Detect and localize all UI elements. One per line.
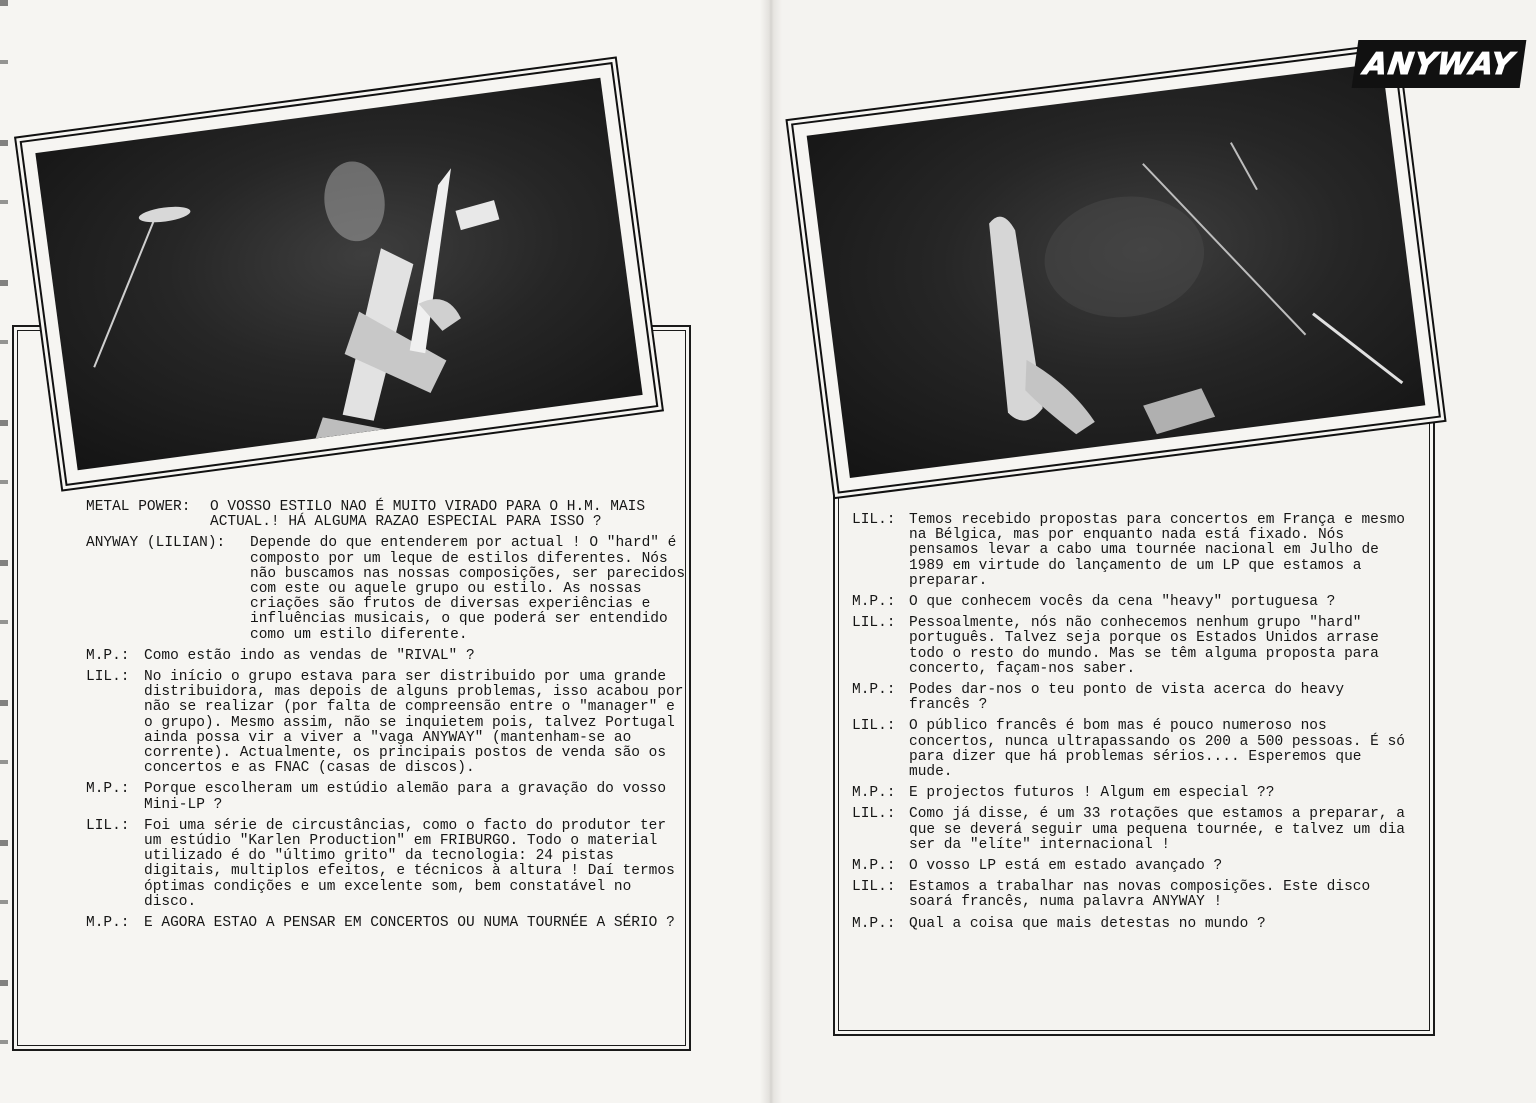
interview-text: Porque escolheram um estúdio alemão para a gravação do vosso Mini-LP ? xyxy=(144,781,667,813)
interview-text: Como estão indo as vendas de "RIVAL" ? xyxy=(144,647,475,664)
interview-text: O que conhecem vocês da cena "heavy" portuguesa ? xyxy=(909,594,1336,611)
speaker-label: M.P.: xyxy=(852,858,896,875)
speaker-label: M.P.: xyxy=(852,594,896,611)
interview-entry xyxy=(852,595,1412,610)
interview-entry xyxy=(852,917,1412,932)
anyway-logo xyxy=(1352,40,1527,88)
interview-text: Estamos a trabalhar nas novas composições. Este disco soará francês, numa palavra ANYWAY ! xyxy=(909,879,1371,911)
interview-entry xyxy=(852,513,1412,589)
interview-entry xyxy=(86,916,686,931)
speaker-label: M.P.: xyxy=(86,915,130,932)
interview-entry xyxy=(852,807,1412,853)
speaker-label: LIL.: xyxy=(86,817,130,834)
speaker-label: LIL.: xyxy=(852,806,896,823)
interview-text: O público francês é bom mas é pouco numeroso nos concertos, nunca ultrapassando os 200 a 500 pessoas. É só para dizer que há problemas sérios.... Esperemos que mude. xyxy=(909,718,1405,781)
interview-entry xyxy=(86,649,686,664)
interview-text: Foi uma série de circustâncias, como o facto do produtor ter um estúdio "Karlen Production" em FRIBURGO. Todo o material utilizado é do "último grito" da tecnologia: 24 pistas digitais, multiplos efeitos, e técnicos à altura ! Daí termos óptimas condições e um excelente som, bem constatável no disco. xyxy=(144,817,675,910)
interview-entry xyxy=(852,880,1412,910)
right-photo-frame xyxy=(791,47,1441,493)
speaker-label: M.P.: xyxy=(86,647,130,664)
right-interview xyxy=(852,513,1412,938)
interview-entry xyxy=(86,782,686,812)
interview-entry xyxy=(852,786,1412,801)
interview-entry xyxy=(852,719,1412,780)
speaker-label: LIL.: xyxy=(852,512,896,528)
interview-text: E projectos futuros ! Algum em especial ?? xyxy=(909,785,1275,802)
interview-entry xyxy=(86,819,686,910)
interview-entry xyxy=(852,616,1412,677)
interview-text: O vosso LP está em estado avançado ? xyxy=(909,858,1223,875)
interview-text: Qual a coisa que mais detestas no mundo ? xyxy=(909,915,1266,932)
speaker-label: ANYWAY (LILIAN): xyxy=(86,535,226,552)
speaker-label: LIL.: xyxy=(852,879,896,896)
speaker-label: M.P.: xyxy=(852,682,896,699)
interview-text: E AGORA ESTAO A PENSAR EM CONCERTOS OU NUMA TOURNÉE A SÉRIO ? xyxy=(144,915,675,932)
interview-text: Pessoalmente, nós não conhecemos nenhum grupo "hard" português. Talvez seja porque os Estados Unidos arrase todo o resto do mundo. Mas se têm alguma proposta para concerto, façam-nos saber. xyxy=(909,615,1379,677)
interview-text: No início o grupo estava para ser distribuido por uma grande distribuidora, mas depois de alguns problemas, isso acabou por não se realizar (por falta de compreensão entre o "manager" e o grupo). Mesmo assim, não se inquietem pois, talvez Portugal ainda possa vir a viver a "vaga ANYWAY" (mantenham-se ao corrente). Actualmente, os principais postos de venda são os concertos e as FNAC (casas de discos). xyxy=(144,669,684,777)
speaker-label: M.P.: xyxy=(86,781,130,798)
interview-text: Temos recebido propostas para concertos em França e mesmo na Bélgica, mas por enquanto nada está fixado. Nós pensamos levar a cabo uma tournée nacional em Julho de 1989 em virtude do lançamento de um LP que estamos a preparar. xyxy=(909,512,1405,589)
interview-text: Podes dar-nos o teu ponto de vista acerca do heavy francês ? xyxy=(909,682,1345,714)
interview-entry xyxy=(86,500,686,530)
speaker-label: M.P.: xyxy=(852,785,896,802)
speaker-label: LIL.: xyxy=(852,718,896,735)
scan-edge xyxy=(0,0,8,1103)
speaker-label: LIL.: xyxy=(86,669,130,686)
interview-text: Depende do que entenderem por actual ! O "hard" é composto por um leque de estilos diferentes. Nós não buscamos nas nossas composições, ser parecidos com este ou aquele grupo ou estilo. As nossas criações são frutos de diversas experiências e influências musicais, o que poderá ser entendido como um estilo diferente. xyxy=(250,535,686,643)
interview-entry xyxy=(852,859,1412,874)
interview-entry xyxy=(852,683,1412,713)
speaker-label: M.P.: xyxy=(852,915,896,932)
concert-photo-guitarist-icon xyxy=(35,78,642,471)
interview-text: O VOSSO ESTILO NAO É MUITO VIRADO PARA O H.M. MAIS ACTUAL.! HÁ ALGUMA RAZAO ESPECIAL PARA ISSO ? xyxy=(210,499,646,531)
interview-entry xyxy=(86,536,686,642)
left-interview xyxy=(86,500,686,937)
interview-text: Como já disse, é um 33 rotações que estamos a preparar, a que se deverá seguir uma pequena tournée, e talvez um dia ser da "elíte" internacional ! xyxy=(909,806,1405,853)
concert-photo-singer-icon xyxy=(807,63,1426,478)
speaker-label: METAL POWER: xyxy=(86,499,191,515)
interview-entry xyxy=(86,670,686,776)
logo-text: ANYWAY xyxy=(1361,46,1517,82)
speaker-label: LIL.: xyxy=(852,615,896,632)
page-gutter xyxy=(760,0,782,1103)
